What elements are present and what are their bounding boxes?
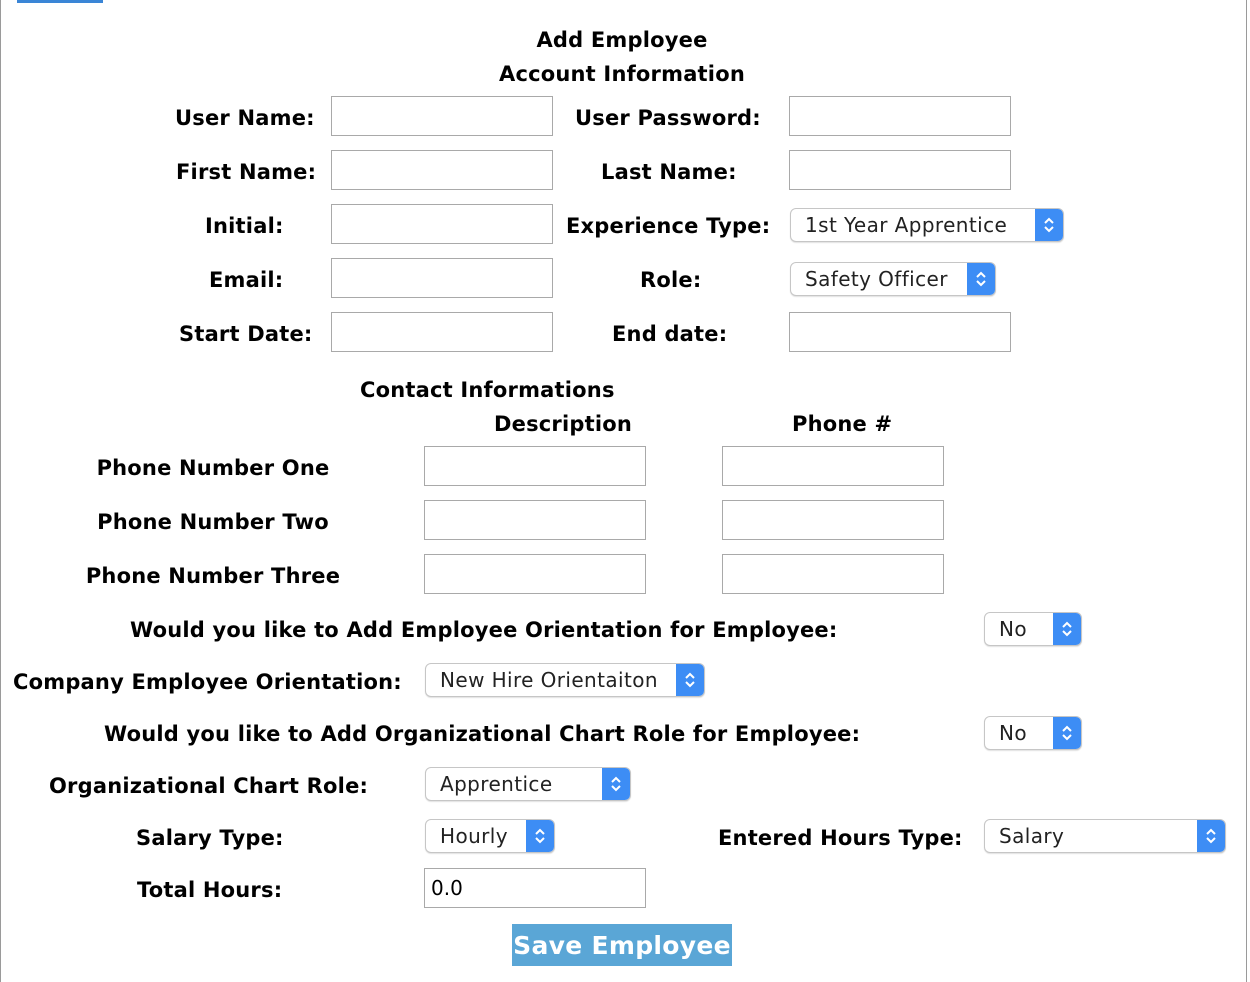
chevron-up-down-icon (526, 820, 554, 852)
last-name-label: Last Name: (601, 160, 737, 184)
phone-three-description-input[interactable] (424, 554, 646, 594)
page-border-right (1246, 0, 1247, 982)
phone-two-number-input[interactable] (722, 500, 944, 540)
first-name-label: First Name: (176, 160, 317, 184)
phone-one-description-input[interactable] (424, 446, 646, 486)
salary-type-select[interactable] (425, 819, 555, 853)
company-orientation-select[interactable] (425, 663, 705, 697)
phone-two-description-input[interactable] (424, 500, 646, 540)
end-date-input[interactable] (789, 312, 1011, 352)
orientation-answer-select[interactable] (984, 612, 1082, 646)
user-password-label: User Password: (575, 106, 761, 130)
initial-input[interactable] (331, 204, 553, 244)
orientation-question: Would you like to Add Employee Orientation for Employee: (130, 618, 838, 642)
initial-label: Initial: (205, 214, 284, 238)
role-value: Safety Officer (805, 267, 948, 291)
entered-hours-type-label: Entered Hours Type: (718, 826, 963, 850)
role-label: Role: (640, 268, 702, 292)
experience-type-label: Experience Type: (566, 214, 771, 238)
role-select[interactable] (790, 262, 996, 296)
salary-type-label: Salary Type: (136, 826, 284, 850)
active-tab-indicator (17, 0, 103, 3)
description-column-header: Description (494, 412, 633, 436)
experience-type-select[interactable] (790, 208, 1064, 242)
org-chart-role-value: Apprentice (440, 772, 553, 796)
contact-section-heading: Contact Informations (360, 378, 615, 402)
chevron-up-down-icon (1035, 209, 1063, 241)
email-label: Email: (209, 268, 284, 292)
company-orientation-label: Company Employee Orientation: (13, 670, 402, 694)
chevron-up-down-icon (1053, 717, 1081, 749)
experience-type-value: 1st Year Apprentice (805, 213, 1008, 237)
chevron-up-down-icon (676, 664, 704, 696)
phone-three-label: Phone Number Three (85, 564, 341, 588)
start-date-input[interactable] (331, 312, 553, 352)
org-chart-role-label: Organizational Chart Role: (49, 774, 369, 798)
page-title: Add Employee (536, 28, 708, 52)
user-name-input[interactable] (331, 96, 553, 136)
orientation-answer-value: No (999, 617, 1027, 641)
phone-three-number-input[interactable] (722, 554, 944, 594)
phone-one-number-input[interactable] (722, 446, 944, 486)
end-date-label: End date: (612, 322, 728, 346)
phone-one-label: Phone Number One (96, 456, 330, 480)
phone-column-header: Phone # (792, 412, 893, 436)
page-border-left (0, 0, 1, 982)
chevron-up-down-icon (602, 768, 630, 800)
save-employee-button[interactable]: Save Employee (512, 924, 732, 966)
chevron-up-down-icon (1053, 613, 1081, 645)
chevron-up-down-icon (967, 263, 995, 295)
user-password-input[interactable] (789, 96, 1011, 136)
company-orientation-value: New Hire Orientaiton (440, 668, 658, 692)
entered-hours-type-value: Salary (999, 824, 1065, 848)
salary-type-value: Hourly (440, 824, 508, 848)
phone-two-label: Phone Number Two (97, 510, 329, 534)
total-hours-label: Total Hours: (137, 878, 283, 902)
email-input[interactable] (331, 258, 553, 298)
user-name-label: User Name: (175, 106, 315, 130)
org-chart-answer-select[interactable] (984, 716, 1082, 750)
org-chart-answer-value: No (999, 721, 1027, 745)
start-date-label: Start Date: (179, 322, 313, 346)
entered-hours-type-select[interactable] (984, 819, 1226, 853)
org-chart-role-select[interactable] (425, 767, 631, 801)
first-name-input[interactable] (331, 150, 553, 190)
last-name-input[interactable] (789, 150, 1011, 190)
chevron-up-down-icon (1197, 820, 1225, 852)
account-section-heading: Account Information (499, 62, 745, 86)
total-hours-input[interactable] (424, 868, 646, 908)
org-chart-question: Would you like to Add Organizational Chart Role for Employee: (104, 722, 861, 746)
